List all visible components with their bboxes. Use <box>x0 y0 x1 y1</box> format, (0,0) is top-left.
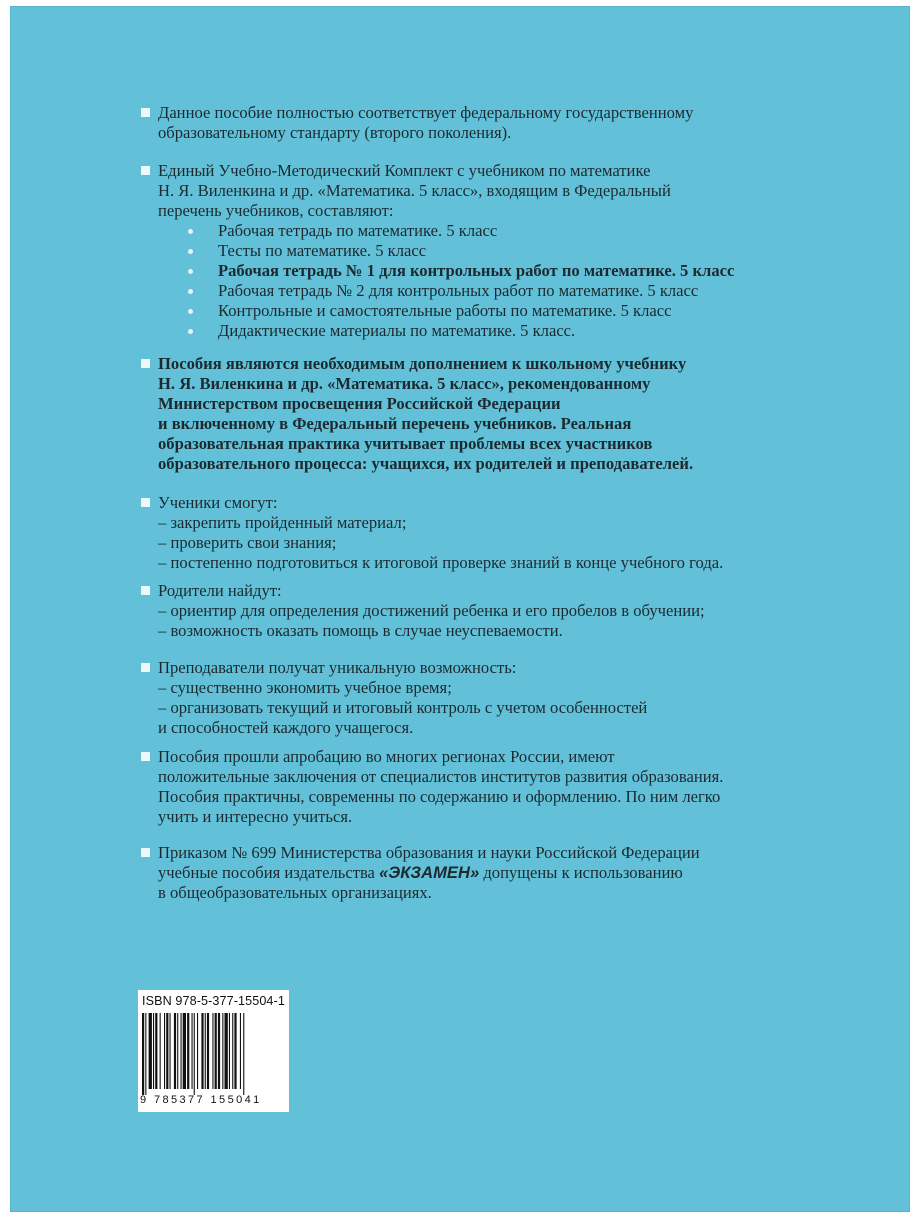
text-line: образовательная практика учитывает проблемы всех участников <box>158 434 653 453</box>
square-bullet-icon <box>141 663 150 672</box>
text-line: Единый Учебно-Методический Комплект с учебником по математике <box>158 161 651 180</box>
text-line: образовательному стандарту (второго поколения). <box>158 123 512 142</box>
square-bullet-icon <box>141 108 150 117</box>
square-bullet-icon <box>141 752 150 761</box>
bullet-parents <box>158 581 848 641</box>
bullet-umk <box>158 161 848 341</box>
text-line: Ученики смогут: <box>158 493 278 512</box>
bullet-teachers <box>158 658 848 738</box>
text-fragment: допущены к использованию <box>479 863 683 882</box>
text-line: Данное пособие полностью соответствует федеральному государственному <box>158 103 694 122</box>
square-bullet-icon <box>141 848 150 857</box>
text-line: – проверить свои знания; <box>158 533 337 552</box>
text-line: Пособия являются необходимым дополнением к школьному учебнику <box>158 354 687 373</box>
umk-list-item: Контрольные и самостоятельные работы по математике. 5 класс <box>158 301 848 321</box>
text-line: Министерством просвещения Российской Федерации <box>158 394 561 413</box>
publisher-brand: «ЭКЗАМЕН» <box>379 863 480 882</box>
isbn-label: ISBN 978-5-377-15504-1 <box>142 994 285 1008</box>
bullet-students <box>158 493 848 573</box>
bullet-order <box>158 843 848 903</box>
text-line: Пособия практичны, современны по содержанию и оформлению. По ним легко <box>158 787 721 806</box>
square-bullet-icon <box>141 166 150 175</box>
umk-list-item: Рабочая тетрадь по математике. 5 класс <box>158 221 848 241</box>
text-line: – постепенно подготовиться к итоговой проверке знаний в конце учебного года. <box>158 553 724 572</box>
text-line: учить и интересно учиться. <box>158 807 353 826</box>
text-line: Преподаватели получат уникальную возможность: <box>158 658 517 677</box>
text-line: Н. Я. Виленкина и др. «Математика. 5 класс», рекомендованному <box>158 374 651 393</box>
barcode-icon <box>142 1013 284 1095</box>
text-line: – закрепить пройденный материал; <box>158 513 407 532</box>
square-bullet-icon <box>141 359 150 368</box>
bullet-approbation <box>158 747 848 827</box>
bullet-supplement <box>158 354 848 474</box>
umk-list-item: Рабочая тетрадь № 2 для контрольных работ по математике. 5 класс <box>158 281 848 301</box>
text-line: – существенно экономить учебное время; <box>158 678 452 697</box>
text-line: положительные заключения от специалистов институтов развития образования. <box>158 767 724 786</box>
isbn-barcode-box <box>138 990 289 1112</box>
text-line: Приказом № 699 Министерства образования и науки Российской Федерации <box>158 843 700 862</box>
square-bullet-icon <box>141 498 150 507</box>
text-line: – возможность оказать помощь в случае неуспеваемости. <box>158 621 563 640</box>
barcode-digits: 9 785377 155041 <box>140 1094 262 1106</box>
text-line: Родители найдут: <box>158 581 282 600</box>
back-cover <box>10 6 910 1212</box>
text-fragment: учебные пособия издательства <box>158 863 380 882</box>
umk-list-item-highlighted: Рабочая тетрадь № 1 для контрольных работ по математике. 5 класс <box>158 261 848 281</box>
umk-list-item: Тесты по математике. 5 класс <box>158 241 848 261</box>
text-line <box>158 863 848 883</box>
bullet-standard <box>158 103 848 143</box>
umk-list-item: Дидактические материалы по математике. 5 класс. <box>158 321 848 341</box>
text-line: в общеобразовательных организациях. <box>158 883 432 902</box>
text-line: – организовать текущий и итоговый контроль с учетом особенностей <box>158 698 648 717</box>
text-line: и включенному в Федеральный перечень учебников. Реальная <box>158 414 632 433</box>
text-line: Н. Я. Виленкина и др. «Математика. 5 класс», входящим в Федеральный <box>158 181 671 200</box>
text-line: и способностей каждого учащегося. <box>158 718 414 737</box>
text-line: образовательного процесса: учащихся, их родителей и преподавателей. <box>158 454 694 473</box>
text-line: Пособия прошли апробацию во многих регионах России, имеют <box>158 747 615 766</box>
square-bullet-icon <box>141 586 150 595</box>
text-line: перечень учебников, составляют: <box>158 201 394 220</box>
text-line: – ориентир для определения достижений ребенка и его пробелов в обучении; <box>158 601 705 620</box>
